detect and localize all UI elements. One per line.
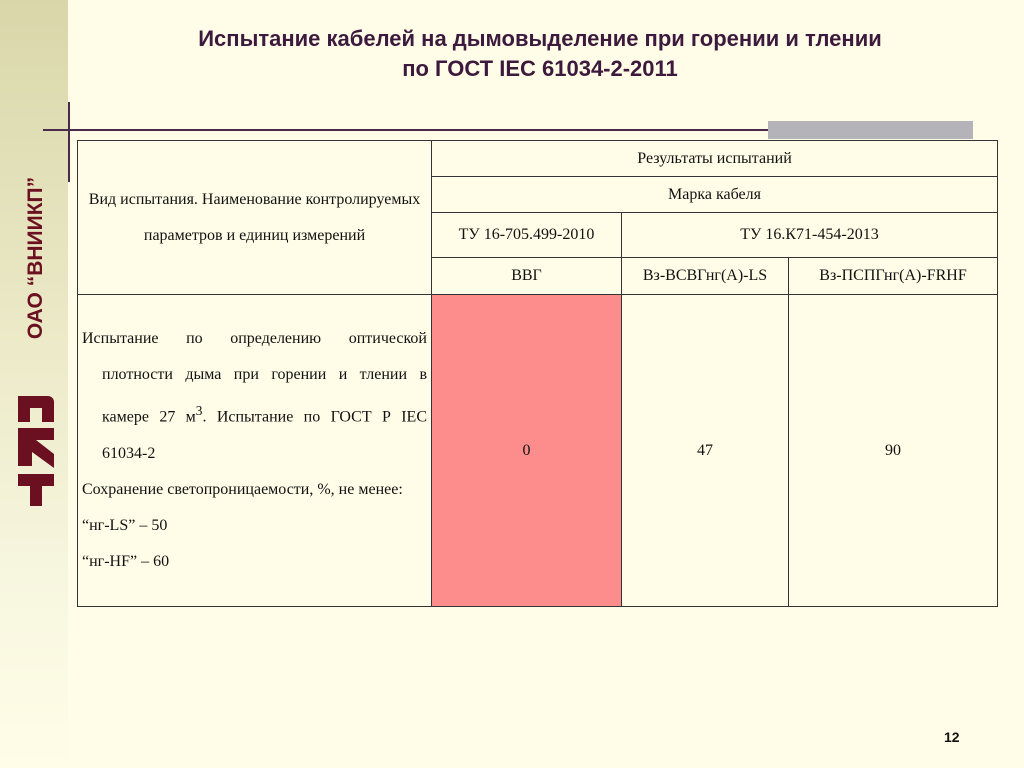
param-header-cell: Вид испытания. Наименование контролируемых параметров и единиц измерений [78,141,432,295]
vniikp-logo-icon [14,392,58,510]
company-name [20,145,52,370]
desc-p1-text: Испытание по определению оптической плотности дыма при горении и тлении в камере 27 м [82,330,427,426]
results-table [77,140,998,607]
company-name-text: ОАО “ВНИИКП” [24,176,47,339]
desc-paragraph-3: “нг-LS” – 50 [82,516,168,534]
test-description-cell [78,295,432,607]
decor-grey-bar [768,121,973,139]
desc-p1-sup: 3 [195,403,203,419]
sidebar [0,0,68,768]
brand-header-cell: Марка кабеля [432,177,998,213]
value-vvg-cell: 0 [432,295,622,607]
cable-vvg-cell: ВВГ [432,258,622,295]
desc-paragraph-4: “нг-HF” – 60 [82,552,170,570]
value-vsvg-cell: 47 [622,295,789,607]
cable-vsvg-cell: Вз-ВСВГнг(А)-LS [622,258,789,295]
tu-1-cell: ТУ 16-705.499-2010 [432,213,622,258]
page-number: 12 [944,729,960,745]
cable-pspg-cell: Вз-ПСПГнг(А)-FRHF [789,258,998,295]
desc-paragraph-1 [82,321,427,471]
value-pspg-cell: 90 [789,295,998,607]
title-line-2: по ГОСТ IEC 61034-2-2011 [402,56,678,81]
desc-p1-tail: . Испытание по ГОСТ Р IEC 61034-2 [102,408,427,462]
page-title [80,24,1000,84]
results-header-cell: Результаты испытаний [432,141,998,177]
tu-2-cell: ТУ 16.К71-454-2013 [622,213,998,258]
decor-vertical-line [68,102,70,182]
title-line-1: Испытание кабелей на дымовыделение при горении и тлении [198,26,882,51]
desc-paragraph-2: Сохранение светопроницаемости, %, не менее: [82,480,403,498]
